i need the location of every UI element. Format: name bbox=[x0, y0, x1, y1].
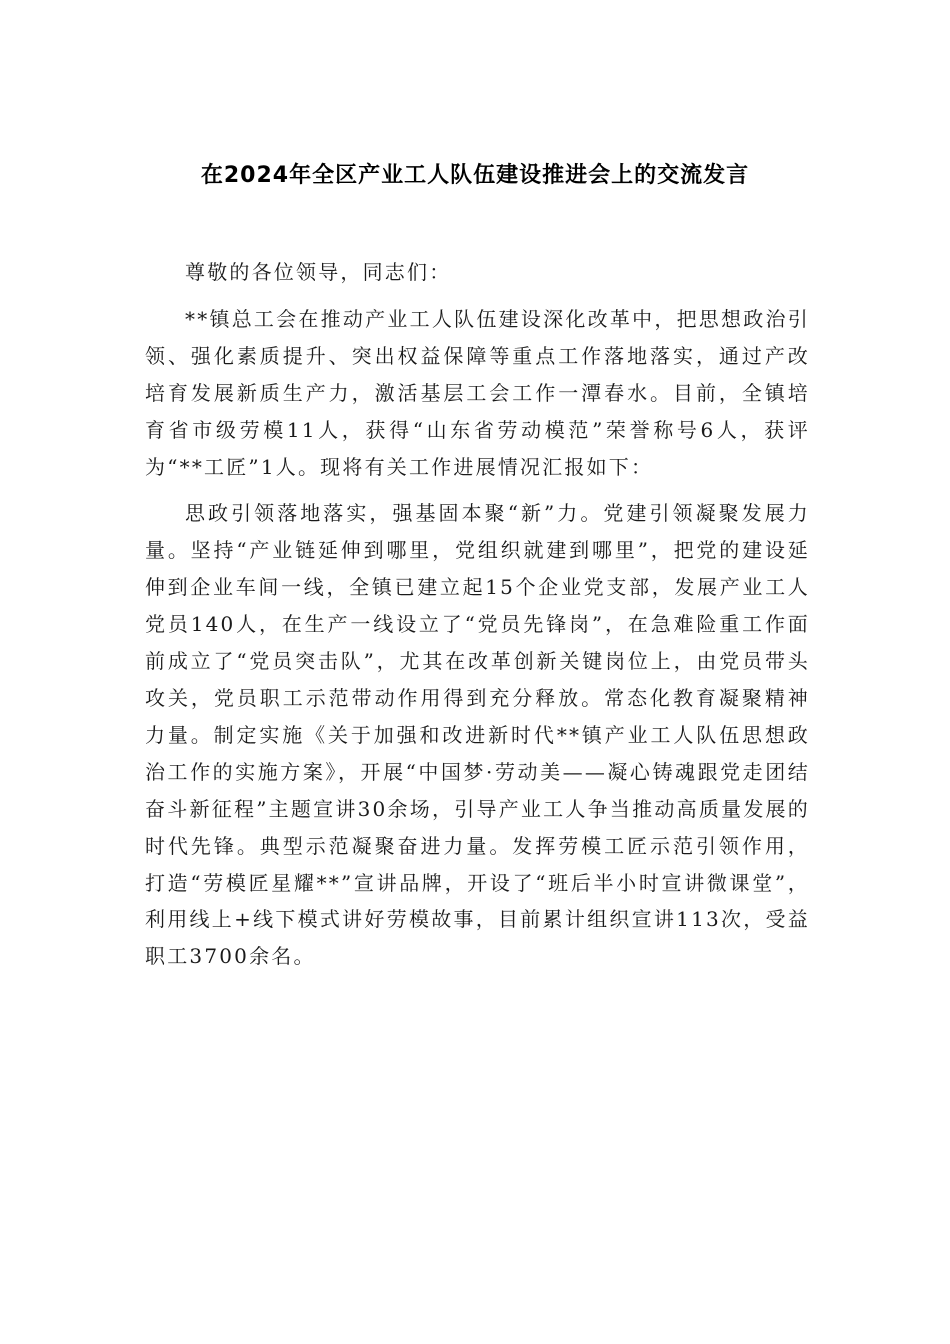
paragraph-political-guidance: 思政引领落地落实，强基固本聚“新”力。党建引领凝聚发展力量。坚持“产业链延伸到哪里，党组织就建到哪里”，把党的建设延伸到企业车间一线，全镇已建立起15个企业党支部，发展产业工人党员140人，在生产一线设立了“党员先锋岗”，在急难险重工作面前成立了“党员突击队”，尤其在改革创新关键岗位上，由党员带头攻关，党员职工示范带动作用得到充分释放。常态化教育凝聚精神力量。制定实施《关于加强和改进新时代**镇产业工人队伍思想政治工作的实施方案》，开展“中国梦·劳动美——凝心铸魂跟党走团结奋斗新征程”主题宣讲30余场，引导产业工人争当推动高质量发展的时代先锋。典型示范凝聚奋进力量。发挥劳模工匠示范引领作用，打造“劳模匠星耀**”宣讲品牌，开设了“班后半小时宣讲微课堂”，利用线上+线下模式讲好劳模故事，目前累计组织宣讲113次，受益职工3700余名。 bbox=[145, 501, 810, 969]
document-body bbox=[145, 254, 810, 975]
document-title: 在2024年全区产业工人队伍建设推进会上的交流发言 bbox=[200, 163, 750, 188]
salutation: 尊敬的各位领导，同志们： bbox=[185, 260, 452, 284]
paragraph-intro: **镇总工会在推动产业工人队伍建设深化改革中，把思想政治引领、强化素质提升、突出权益保障等重点工作落地落实，通过产改培育发展新质生产力，激活基层工会工作一潭春水。目前，全镇培育省市级劳模11人，获得“山东省劳动模范”荣誉称号6人，获评为“**工匠”1人。现将有关工作进展情况汇报如下： bbox=[145, 306, 810, 479]
